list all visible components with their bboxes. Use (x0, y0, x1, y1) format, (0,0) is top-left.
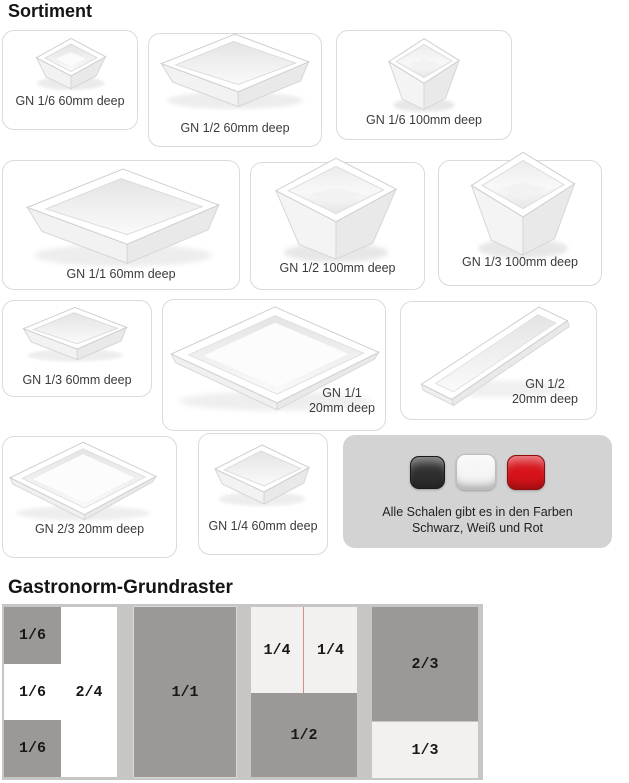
product-card-gn13-100 (438, 160, 602, 286)
product-card-gn12-20 (400, 301, 597, 420)
raster-cell-1-3: 1/3 (372, 722, 478, 778)
raster-cell-1-6-middle: 1/6 (4, 664, 61, 720)
product-label: GN 1/3 100mm deep (461, 255, 579, 269)
product-card-gn14-60 (198, 433, 328, 555)
raster-panel-4 (372, 607, 478, 778)
product-card-gn12-100 (250, 162, 425, 290)
product-label: GN 1/2 20mm deep (511, 377, 578, 406)
color-swatch-weiss (456, 454, 496, 490)
product-label: GN 1/1 60mm deep (66, 267, 176, 281)
product-label: GN 1/3 60mm deep (22, 373, 132, 387)
product-image-gn16-60 (23, 33, 119, 97)
product-card-gn16-100 (336, 30, 512, 140)
product-image-gn11-60 (19, 161, 227, 273)
raster-cell-1-1: 1/1 (133, 606, 237, 778)
raster-cell-1-4-left: 1/4 (251, 607, 303, 693)
raster-panel-1-left (4, 607, 61, 777)
raster-cell-2-3: 2/3 (372, 607, 478, 721)
color-swatch-row (343, 454, 612, 490)
color-info-text (343, 504, 612, 537)
product-card-gn11-60 (2, 160, 240, 290)
gastronorm-grid-diagram (2, 604, 483, 780)
product-card-gn23-20 (2, 436, 177, 558)
raster-cell-1-4-right: 1/4 (304, 607, 357, 693)
product-label: GN 2/3 20mm deep (34, 522, 145, 536)
product-image-gn16-100 (379, 33, 469, 113)
raster-cell-1-2: 1/2 (251, 693, 357, 777)
raster-cell-1-6-top: 1/6 (4, 607, 61, 664)
product-card-gn16-60 (2, 30, 138, 130)
product-image-gn12-60 (155, 28, 315, 114)
product-image-gn23-20 (7, 437, 159, 529)
product-label: GN 1/4 60mm deep (208, 519, 318, 533)
color-info-line2: Schwarz, Weiß und Rot (411, 521, 544, 536)
product-image-gn13-100 (457, 144, 589, 260)
raster-panel-3 (251, 607, 357, 777)
product-card-gn11-20 (162, 299, 386, 431)
product-label: GN 1/2 100mm deep (279, 261, 396, 275)
product-label: GN 1/2 60mm deep (180, 121, 290, 135)
raster-cell-2-4: 2/4 (61, 607, 117, 777)
color-info-line1: Alle Schalen gibt es in den Farben (382, 505, 573, 519)
product-card-gn12-60 (148, 33, 322, 147)
product-image-gn13-60 (19, 303, 131, 365)
product-image-gn12-100 (259, 150, 413, 264)
raster-cell-1-6-bottom: 1/6 (4, 720, 61, 777)
color-swatch-rot (507, 455, 545, 490)
product-image-gn14-60 (211, 440, 313, 510)
section-title-grundraster: Gastronorm-Grundraster (8, 577, 233, 598)
product-card-gn13-60 (2, 300, 152, 397)
product-label: GN 1/6 60mm deep (15, 94, 125, 108)
color-availability-box (343, 435, 612, 548)
color-swatch-schwarz (410, 456, 445, 489)
section-title-sortiment: Sortiment (8, 1, 93, 21)
product-label: GN 1/1 20mm deep (308, 386, 375, 415)
product-label: GN 1/6 100mm deep (365, 113, 483, 127)
